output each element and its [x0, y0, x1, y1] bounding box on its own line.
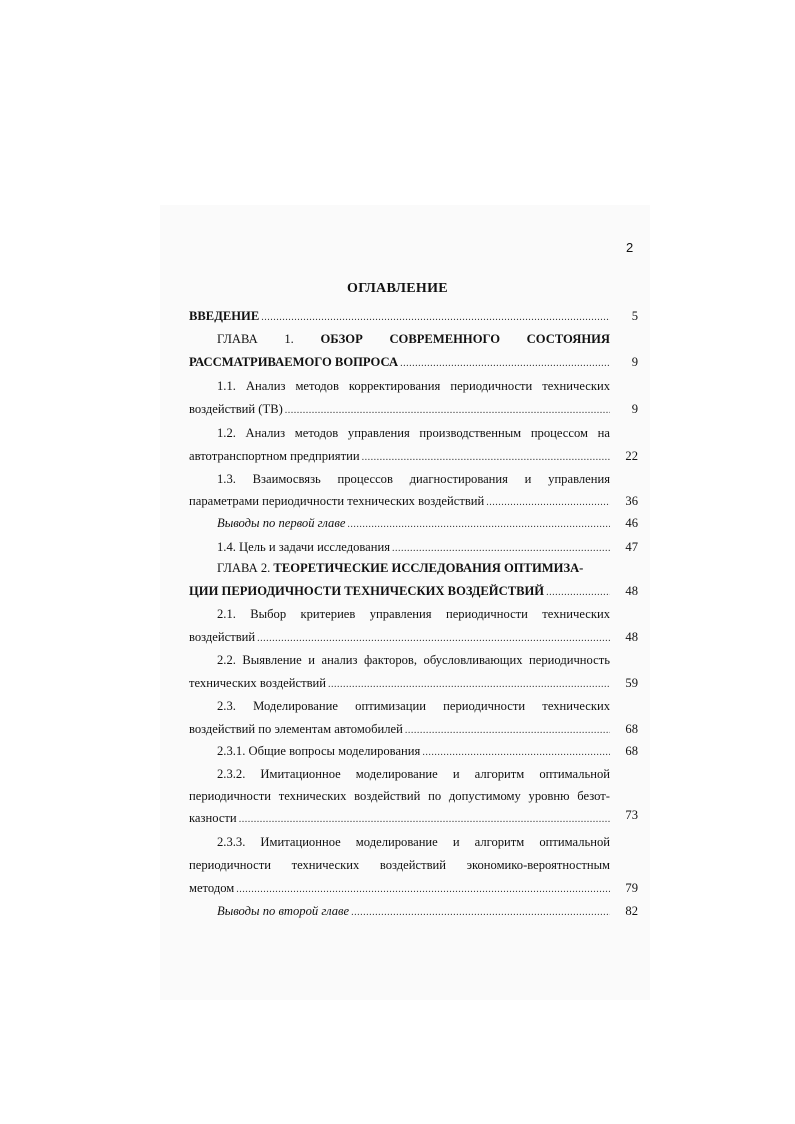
- entry-text-line3: казности: [189, 811, 237, 825]
- leader-dots: [347, 519, 610, 530]
- entry-text-line2: технических воздействий: [189, 676, 326, 690]
- toc-entry-2-3-3[interactable]: [217, 835, 610, 850]
- toc-entry-chapter-1-cont: [189, 355, 610, 370]
- entry-text-line2: воздействий: [189, 630, 256, 644]
- leader-dots: [392, 543, 610, 554]
- entry-text-line2: периодичности технических воздействий экономико-вероятностным: [189, 858, 610, 872]
- toc-entry-intro[interactable]: [189, 309, 610, 324]
- toc-entry-2-3-3-line2: [189, 858, 610, 873]
- toc-title: ОГЛАВЛЕНИЕ: [347, 281, 448, 296]
- toc-entry-1-1-cont: [189, 402, 610, 417]
- toc-entry-chapter-1[interactable]: [217, 332, 610, 347]
- entry-text: Выводы по первой главе: [217, 516, 346, 530]
- entry-text-line1: 1.2. Анализ методов управления производственным процессом на: [217, 426, 610, 440]
- entry-page: 9: [631, 355, 638, 369]
- toc-entry-1-4[interactable]: [217, 540, 610, 555]
- leader-dots: [405, 725, 610, 736]
- toc-entry-2-3-1[interactable]: [217, 744, 610, 759]
- toc-entry-2-3-2-cont: [189, 811, 610, 826]
- entry-page: 82: [625, 904, 638, 918]
- toc-entry-2-1-cont: [189, 630, 610, 645]
- toc-entry-1-2-cont: [189, 449, 610, 464]
- toc-entry-2-2-cont: [189, 676, 610, 691]
- toc-entry-1-1[interactable]: [217, 379, 610, 394]
- leader-dots: [239, 814, 610, 825]
- leader-dots: [257, 633, 610, 644]
- page-number: 2: [626, 240, 634, 255]
- entry-page: 48: [625, 630, 638, 644]
- entry-page: 5: [631, 309, 638, 323]
- entry-text: ВВЕДЕНИЕ: [189, 309, 260, 323]
- leader-dots: [328, 679, 610, 690]
- entry-page: 36: [625, 494, 638, 508]
- entry-text: 2.3.1. Общие вопросы моделирования: [217, 744, 421, 758]
- entry-page: 79: [625, 881, 638, 895]
- entry-page: 73: [625, 808, 638, 822]
- toc-entry-1-3[interactable]: [217, 472, 610, 487]
- leader-dots: [400, 358, 610, 369]
- leader-dots: [261, 312, 610, 323]
- toc-entry-2-1[interactable]: [217, 607, 610, 622]
- toc-entry-2-3-2[interactable]: [217, 767, 610, 782]
- entry-text-line1: 2.3. Моделирование оптимизации периодичности технических: [217, 699, 610, 713]
- chapter-prefix: ГЛАВА 1.: [217, 332, 294, 346]
- toc-entry-2-3-2-line2: [189, 789, 610, 804]
- entry-text-line2: автотранспортном предприятии: [189, 449, 360, 463]
- leader-dots: [362, 452, 610, 463]
- chapter-title-line1: ТЕОРЕТИЧЕСКИЕ ИССЛЕДОВАНИЯ ОПТИМИЗА-: [273, 561, 584, 575]
- leader-dots: [486, 497, 610, 508]
- entry-text: 1.4. Цель и задачи исследования: [217, 540, 391, 554]
- leader-dots: [285, 405, 610, 416]
- toc-entry-chapter-2-cont: [189, 584, 610, 599]
- toc-entry-1-3-cont: [189, 494, 610, 509]
- entry-page: 48: [625, 584, 638, 598]
- leader-dots: [236, 884, 610, 895]
- entry-text-line1: 1.3. Взаимосвязь процессов диагностирования и управления: [217, 472, 610, 486]
- entry-text-line1: 2.3.2. Имитационное моделирование и алгоритм оптимальной: [217, 767, 610, 781]
- entry-page: 47: [625, 540, 638, 554]
- leader-dots: [546, 587, 610, 598]
- entry-page: 68: [625, 744, 638, 758]
- chapter-prefix: ГЛАВА 2.: [217, 561, 271, 575]
- entry-text-line2: воздействий (ТВ): [189, 402, 283, 416]
- entry-text-line2: параметрами периодичности технических воздействий: [189, 494, 485, 508]
- chapter-title-line2: ЦИИ ПЕРИОДИЧНОСТИ ТЕХНИЧЕСКИХ ВОЗДЕЙСТВИЙ: [189, 584, 545, 598]
- entry-text-line2: воздействий по элементам автомобилей: [189, 722, 403, 736]
- chapter-title-line2: РАССМАТРИВАЕМОГО ВОПРОСА: [189, 355, 399, 369]
- chapter-title-line1: ОБЗОР СОВРЕМЕННОГО СОСТОЯНИЯ: [320, 332, 610, 346]
- leader-dots: [422, 747, 610, 758]
- entry-page: 22: [625, 449, 638, 463]
- entry-page: 68: [625, 722, 638, 736]
- toc-entry-chapter-2[interactable]: [217, 561, 637, 576]
- entry-text-line1: 1.1. Анализ методов корректирования периодичности технических: [217, 379, 610, 393]
- leader-dots: [351, 907, 610, 918]
- entry-text: Выводы по второй главе: [217, 904, 350, 918]
- toc-entry-2-3-cont: [189, 722, 610, 737]
- entry-page: 9: [631, 402, 638, 416]
- toc-entry-2-2[interactable]: [217, 653, 610, 668]
- entry-text-line3: методом: [189, 881, 235, 895]
- toc-entry-conclusions-2[interactable]: [217, 904, 610, 919]
- toc-entry-2-3-3-cont: [189, 881, 610, 896]
- toc-entry-conclusions-1[interactable]: [217, 516, 610, 531]
- entry-text-line1: 2.1. Выбор критериев управления периодичности технических: [217, 607, 610, 621]
- toc-entry-1-2[interactable]: [217, 426, 610, 441]
- toc-entry-2-3[interactable]: [217, 699, 610, 714]
- entry-page: 46: [625, 516, 638, 530]
- entry-page: 59: [625, 676, 638, 690]
- entry-text-line2: периодичности технических воздействий по допустимому уровню безот-: [189, 789, 610, 803]
- entry-text-line1: 2.3.3. Имитационное моделирование и алгоритм оптимальной: [217, 835, 610, 849]
- entry-text-line1: 2.2. Выявление и анализ факторов, обусловливающих периодичность: [217, 653, 610, 667]
